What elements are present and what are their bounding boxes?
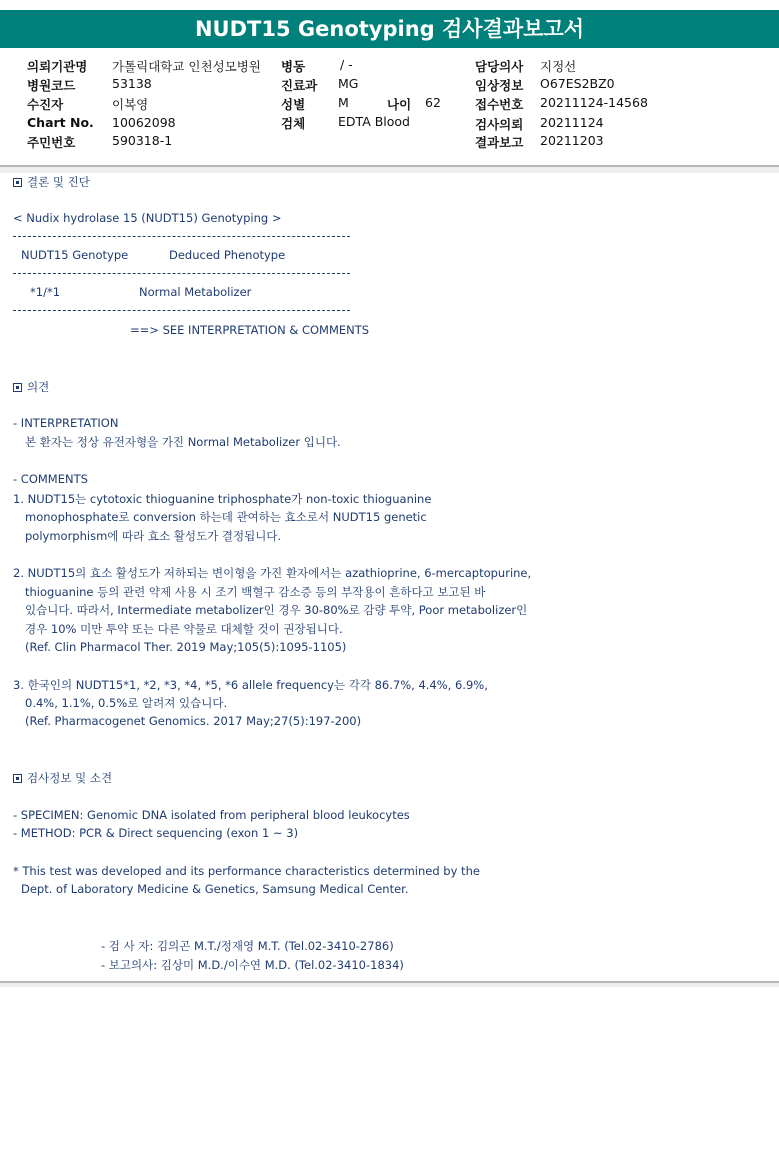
age-label: 나이 [387,97,412,112]
comment-line: 경우 10% 미만 투약 또는 다른 약물로 대체할 것이 권장됩니다. [25,622,343,636]
footer-band [0,983,779,987]
section-opinion-title: 의견 [27,380,50,394]
tester-info: - 검 사 자: 김의곤 M.T./정재영 M.T. (Tel.02-3410-2786) [101,939,394,953]
receipt-label: 접수번호 [475,97,524,112]
request-label: 검사의뢰 [475,117,524,132]
genotype-value: *1/*1 [30,285,61,299]
section-opinion [13,379,49,395]
chart-label: Chart No. [27,115,94,130]
section-info [13,770,112,786]
comment-line: 1. NUDT15는 cytotoxic thioguanine triphosphate가 non-toxic thioguanine [13,492,432,506]
comment-line: 있습니다. 따라서, Intermediate metabolizer인 경우 30-80%로 감량 투약, Poor metabolizer인 [25,603,528,617]
comment-line: 3. 한국인의 NUDT15*1, *2, *3, *4, *5, *6 allele frequency는 각각 86.7%, 4.4%, 6.9%, [13,678,488,692]
method-info: - METHOD: PCR & Direct sequencing (exon 1 ~ 3) [13,826,299,840]
dashed-rule [13,273,350,274]
dashed-rule [13,310,350,311]
patient-value: 이복영 [112,97,149,112]
col-genotype-header: NUDT15 Genotype [21,248,129,262]
resident-label: 주민번호 [27,135,76,150]
interpretation-text: 본 환자는 정상 유전자형을 가진 Normal Metabolizer 입니다. [25,435,341,449]
dashed-rule [13,236,350,237]
interpretation-heading: - INTERPRETATION [13,416,119,430]
age-value: 62 [425,95,441,110]
request-value: 20211124 [540,115,604,130]
comment-line: monophosphate로 conversion 하는데 관여하는 효소로서 NUDT15 genetic [25,510,427,524]
comments-heading: - COMMENTS [13,472,88,486]
col-phenotype-header: Deduced Phenotype [169,248,286,262]
sex-label: 성별 [281,97,306,112]
comment-line: 0.4%, 1.1%, 0.5%로 알려져 있습니다. [25,696,228,710]
section-conclusion-title: 결론 및 진단 [27,175,90,189]
comment-line: thioguanine 등의 관련 약제 사용 시 조기 백혈구 감소증 등의 부작용이 흔하다고 보고된 바 [25,585,486,599]
doctor-value: 지정선 [540,59,577,74]
receipt-value: 20211124-14568 [540,95,648,110]
phenotype-value: Normal Metabolizer [139,285,252,299]
report-title: NUDT15 Genotyping 검사결과보고서 [0,10,779,48]
disclaimer-line: * This test was developed and its performance characteristics determined by the [13,864,480,878]
disclaimer-line: Dept. of Laboratory Medicine & Genetics, Samsung Medical Center. [21,882,409,896]
report-label: 결과보고 [475,135,524,150]
doctor-label: 담당의사 [475,59,524,74]
institution-value: 가톨릭대학교 인천성모병원 [112,59,261,74]
ward-value: / - [340,57,353,72]
section-box-icon [13,774,22,783]
ward-label: 병동 [281,59,306,74]
sex-value: M [338,95,349,110]
header-band [0,167,779,173]
hospital-code-value: 53138 [112,76,152,91]
dept-label: 진료과 [281,78,318,93]
resident-value: 590318-1 [112,133,173,148]
reporter-info: - 보고의사: 김상미 M.D./이수연 M.D. (Tel.02-3410-1834) [101,958,404,972]
institution-label: 의뢰기관명 [27,59,88,74]
comment-reference: (Ref. Pharmacogenet Genomics. 2017 May;27(5):197-200) [25,714,362,728]
specimen-label: 검체 [281,116,306,131]
clinical-label: 임상정보 [475,78,524,93]
comment-line: 2. NUDT15의 효소 활성도가 저하되는 변이형을 가진 환자에서는 azathioprine, 6-mercaptopurine, [13,566,532,580]
report-value: 20211203 [540,133,604,148]
comment-line: polymorphism에 따라 효소 활성도가 결정됩니다. [25,529,282,543]
chart-value: 10062098 [112,115,176,130]
hospital-code-label: 병원코드 [27,78,76,93]
dept-value: MG [338,76,359,91]
section-box-icon [13,178,22,187]
section-info-title: 검사정보 및 소견 [27,771,113,785]
clinical-value: O67ES2BZ0 [540,76,615,91]
specimen-value: EDTA Blood [338,114,410,129]
comment-reference: (Ref. Clin Pharmacol Ther. 2019 May;105(5):1095-1105) [25,640,347,654]
test-name: < Nudix hydrolase 15 (NUDT15) Genotyping > [13,211,282,225]
see-interpretation-note: ==> SEE INTERPRETATION & COMMENTS [130,323,370,337]
specimen-info: - SPECIMEN: Genomic DNA isolated from peripheral blood leukocytes [13,808,410,822]
patient-label: 수진자 [27,97,64,112]
section-box-icon [13,383,22,392]
section-conclusion [13,174,90,190]
